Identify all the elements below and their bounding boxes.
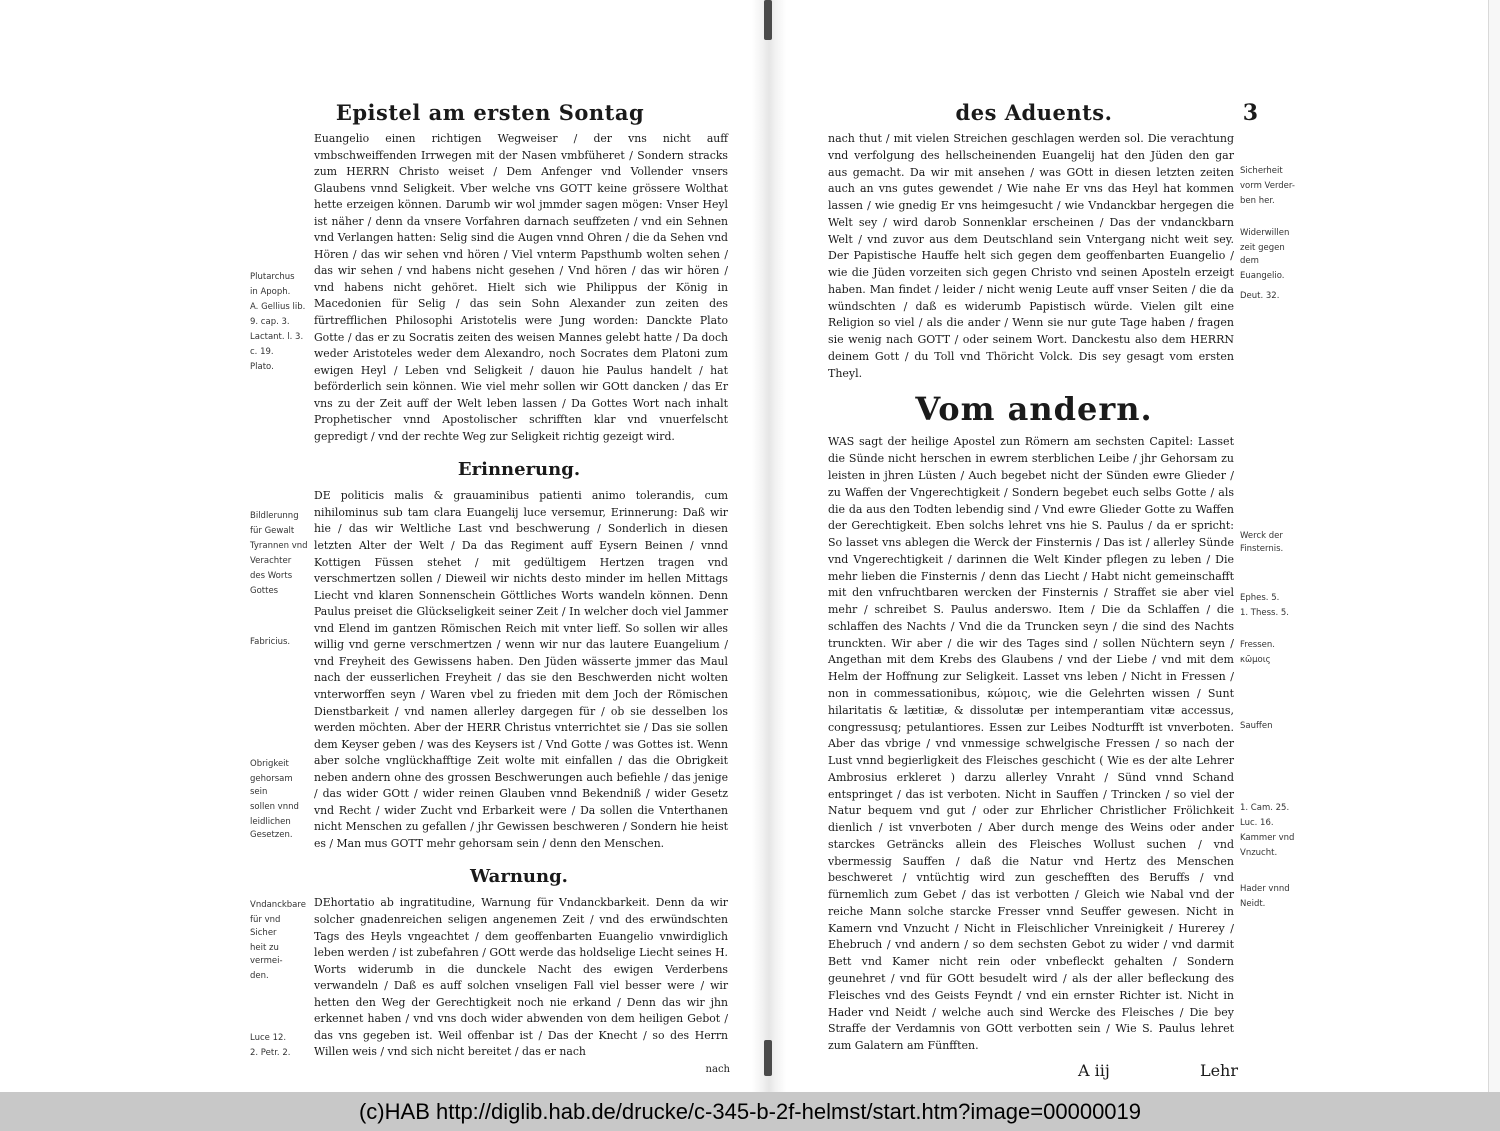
margin-note: vorm Verder- [1240, 181, 1295, 191]
right-section-2 [828, 434, 1298, 1054]
page-number: 3 [1242, 100, 1258, 126]
left-catchword-row [250, 1064, 730, 1075]
margin-note: Sicherheit [1240, 166, 1283, 176]
margin-note: Widerwillen [1240, 228, 1290, 238]
margin-note: Bildlerunng [250, 511, 299, 522]
margin-note: Plato. [250, 362, 274, 372]
margin-note: Ephes. 5. [1240, 593, 1280, 604]
margin-note: den. [250, 971, 269, 982]
margin-note: für vnd Sicher [250, 915, 281, 939]
right-page [828, 100, 1298, 1080]
right-body-text-1: nach thut / mit vielen Streichen geschlagen werden sol. Die verachtung vnd verfolgung des hellscheinenden Euangelij hat den Jüden den gar aus gemacht. Da wir mit ansehen / was GOtt in diesen letzten zeiten auch an vns gutes gewendet / Wie nahe Er vns das Heyl hat kommen lassen / wie gnedig Er vns heimgesucht / wie Vndanckbar hergegen die Welt sey / wird darob Sonnenklar erscheinen / Das der vndanckbarn Welt / vnd zuvor aus dem Deutschland sein Vntergang nicht weit sey. Der Papistische Hauffe helt sich gegen dem geoffenbarten Euangelio / wie die Jüden vorzeiten sich gegen Christo vnd seinen Aposteln erzeigt haben. Man findet / leider / nicht wenig Leute auff vnser Seiten / die da wündschten / daß es widerumb Papistisch würde. Vielen gilt eine Religion so viel / als die ander / Wenn sie nur gute Tage haben / fragen sie wenig nach GOTT / oder seinem Wort. Danckestu also dem HERRN deinem Gott / du Toll vnd Thöricht Volck. Dis sey gesagt vom ersten Theyl. [828, 132, 1234, 380]
margin-note: in Apoph. [250, 287, 291, 297]
margin-note: Plutarchus [250, 272, 295, 282]
margin-note: Kammer vnd [1240, 833, 1295, 844]
margin-note: leidlichen Gesetzen. [250, 817, 293, 841]
left-catchword: nach [705, 1064, 730, 1076]
margin-note: 1. Thess. 5. [1240, 608, 1289, 619]
left-running-head: Epistel am ersten Sontag [335, 100, 645, 125]
margin-note: Fressen. [1240, 640, 1275, 651]
book-gutter [752, 0, 786, 1092]
margin-note: Luc. 16. [1240, 818, 1274, 829]
margin-note: Neidt. [1240, 899, 1266, 910]
left-body-text-2: DE politicis malis & grauaminibus patienti animo tolerandis, cum nihilominus sub tam clara Euangelij luce versemur, Erinnerung: Daß wir hie / das wir Weltliche Last vnd beschwerung / Sonderlich in diesen letzten Alter der Welt / Da das Regiment auff Eysern Beinen / vnnd Kottigen Füssen stehet / mit gedültigem Hertzen tragen vnd verschmertzen sollen / Dieweil wir nichts desto minder im hellen Mittags Liecht vnd klaren Sonnenschein Göttliches Worts wandeln können. Denn Paulus preiset die Glückseligkeit seiner Zeit / In welcher doch viel Jammer vnd Elend im gantzen Römischen Reich mit vnter lieff. So sollen wir alles willig vnd gerne verschmertzen / wenn wir nur das lautere Euangelium / vnd Freyheit des Gewissens haben. Den Jüden wässerte jmmer das Maul nach der eusserlichen Freyheit / das sie den Beschwerden nicht wolten vnterworffen seyn / Waren vbel zu frieden mit dem Joch der Römischen Dienstbarkeit / vnd namen allerley dargegen für / ob sie desselben los werden möchten. Aber der HERR Christus vnterrichtet sie / Das sie sollen dem Keyser geben / was des Keysers ist / Vnd Gotte / was Gottes ist. Wenn aber solche vnglückhafftige Zeit wolte mit einfallen / das die Obrigkeit neben andern ohne des grossen Beschwerungen auch befiehle / das jenige / das wider GOtt / wider reinen Glauben vnnd Bekendniß / wider Gesetz vnd Recht / wider Zucht vnd Erbarkeit were / Da sollen die Vnterthanen nicht Menschen zu gefallen / jhr Gewissen beschweren / Sondern hie heist es / Man mus GOTT mehr gehorsam sein / denn den Menschen. [314, 489, 728, 850]
left-body-2-wrap [314, 488, 728, 852]
margin-note: gehorsam sein [250, 774, 293, 798]
heading-erinnerung: Erinnerung. [457, 459, 581, 481]
margin-note: Sauffen [1240, 721, 1273, 732]
right-footer [828, 1061, 1298, 1080]
right-header [828, 100, 1298, 125]
heading-vom-andern: Vom andern. [915, 390, 1153, 429]
copyright-caption: (c)HAB http://diglib.hab.de/drucke/c-345-b-2f-helmst/start.htm?image=00000019 [0, 1092, 1500, 1131]
margin-note: Tyrannen vnd [250, 541, 308, 552]
left-margin-notes-3 [250, 895, 314, 1062]
margin-note: Werck der Finsternis. [1240, 531, 1284, 555]
margin-note: 2. Petr. 2. [250, 1048, 291, 1059]
left-section-1 [250, 131, 730, 445]
page-edge [1488, 0, 1500, 1092]
left-page [250, 100, 730, 1075]
margin-note: ben her. [1240, 196, 1275, 206]
margin-note: Luce 12. [250, 1033, 287, 1044]
margin-note: κῶμοις [1240, 655, 1271, 666]
margin-note: zeit gegen dem [1240, 243, 1285, 266]
margin-note: Hader vnnd [1240, 884, 1290, 895]
margin-note: Vndanckbare [250, 900, 306, 911]
margin-note: sollen vnnd [250, 802, 299, 813]
margin-note: Deut. 32. [1240, 291, 1280, 301]
right-margin-notes-1 [1234, 131, 1298, 382]
gutter-shadow-bottom [764, 1040, 772, 1076]
margin-note: Euangelio. [1240, 271, 1285, 281]
margin-note: 9. cap. 3. [250, 317, 290, 327]
margin-note: Fabricius. [250, 637, 291, 648]
margin-note: A. Gellius lib. [250, 302, 306, 312]
heading-warnung: Warnung. [470, 866, 568, 888]
right-body-text-2 [828, 434, 1234, 1054]
right-catchword: Lehr [1199, 1060, 1238, 1080]
right-section-1 [828, 131, 1298, 382]
right-margin-notes-2 [1234, 434, 1298, 1054]
left-section-3 [250, 895, 730, 1062]
right-body-text-2-content: WAS sagt der heilige Apostel zun Römern am sechsten Capitel: Lasset die Sünde nicht herschen in ewrem sterblichen Leibe / jhr Gehorsam zu leisten in jhren Lüsten / Auch begebet nicht der Sünden ewre Glieder / zu Waffen der Vngerechtigkeit / Sondern begebet euch selbs Gotte / als die da aus den Todten lebendig sind / Vnd ewre Glieder Gotte zu Waffen der Gerechtigkeit. Eben solchs lehret vns hie S. Paulus / da er spricht: So lasset vns ablegen die Werck der Finsternis / Das ist / allerley Sünde vnd Vngerechtigkeit / darinnen die Welt Kinder pflegen zu leben / Die mehr lieben die Finsternis / denn das Liecht / Habt nicht gemeinschafft mit den vnfruchtbaren wercken der Finsternis / Straffet sie aber viel mehr / schreibet S. Paulus anderswo. Item / Die da Schlaffen / die schlaffen des Nachts / Vnd die da Truncken seyn / die sind des Nachts trunckten. Wir aber / die wir des Tages sind / sollen Nüchtern seyn / Angethan mit dem Krebs des Glaubens / vnd der Liebe / vnd mit dem Helm der Hoffnung zur Seligkeit. Lasset vns leben / Nicht in Fressen / non in commessationibus, κώμοις, wie die Gelehrten wissen / Sunt hilaritatis & lætitiæ, & dissolutæ per intemperantiam vitæ accessus, congressusq; petulantiores. Essen zur Leibes Nodturfft ist vnverboten. Aber das vbrige / vnd vnmessige schwelgische Fressen / so nach der Lust vnnd begierligkeit des Fleisches geschicht ( Wie es der alte Lehrer Ambrosius erkleret ) darzu allerley Vnraht / Sünd vnnd Schand entspringet / das ist verboten. Nicht in Sauffen / Trincken / so viel der Natur bequem vnd gut / oder zur Ehrlicher Christlicher Frölichkeit dienlich / ist vnverboten / Aber durch menge des Weins oder ander starckes Geträncks allein des Fleisches Wollust suchen / vnd vbermessig Sauffen / daß die Natur vnd Hertz des Menschen beschweret / vntüchtig wird zun geschefften des Beruffs / vnd fürnemlich zum Gebet / das ist verbotten / Gleich wie Nabal vnd der reiche Mann solche starcke Fresser vnnd Seuffer gewesen. Nicht in Kamern vnd Vnzucht / Nicht in Fleischlicher Vnreinigkeit / Hurerey / Ehebruch / vnd andern / so dem sechsten Gebot zu wider / vnd darmit Bett vnd Kamer nicht rein oder vnbefleckt gehalten / Sondern geunehret / vnd für GOtt besudelt wird / als der aller befleckung des Fleisches vnd des Geists Feyndt / vnd ein ernster Richter ist. Nicht in Hader vnd Neidt / welche auch sind Wercke des Fleisches / Die bey Straffe der Verdamnis von GOtt verbotten sein / Wie S. Paulus lehret zum Galatern am Fünfften. [828, 435, 1234, 1053]
margin-note: für Gewalt [250, 526, 295, 537]
signature-mark: A iij [1078, 1060, 1110, 1080]
margin-note: des Worts [250, 571, 293, 582]
left-margin-notes-1 [250, 131, 314, 445]
margin-note: Vnzucht. [1240, 848, 1278, 859]
margin-note: Verachter [250, 556, 292, 567]
margin-note [250, 600, 308, 634]
left-section-2 [250, 488, 730, 852]
left-margin-notes-2 [250, 488, 314, 852]
left-body-text-3: DEhortatio ab ingratitudine, Warnung für Vndanckbarkeit. Denn da wir solcher gnadenreichen seligen angenemen Zeit / vnd des erwündschten Tags des Heyls vngeachtet / dem geoffenbarten Euangelio vnwirdiglich leben werden / ist zubefahren / GOtt werde das holdselige Liecht seines H. Worts widerumb in die dunckele Nacht des ewigen Verderbens verwandeln / Daß es auff solchen vnseligen Fall viel besser were / wir hetten den Weg der Gerechtigkeit noch nie erkand / Denn das wir jhn erkennet haben / vnd vns doch wider abwenden von dem heiligen Gebot / das vns gegeben ist. Weil offenbar ist / Das der Knecht / so des Herrn Willen weis / vnd sich nicht bereitet / das er nach [314, 896, 728, 1059]
margin-note: Lactant. l. 3. [250, 332, 304, 342]
margin-note: 1. Cam. 25. [1240, 803, 1290, 814]
margin-note: Obrigkeit [250, 759, 289, 770]
left-body-text-1: Euangelio einen richtigen Wegweiser / der vns nicht auff vmbschweiffenden Irrwegen mit der Nasen vmbfüheret / Sondern stracks zum HERRN Christo weiset / Dem Anfenger vnd Vollender vnsers Glaubens vnnd Seligkeit. Vber welche vns GOTT keine grössere Wolthat hette erzeigen können. Darumb wir wol jmmder sagen mögen: Vnser Heyl ist näher / denn da vnsere Vorfahren darnach seuffzeten / vnd ein Sehnen vnd Verlangen hatten: Selig sind die Augen vnnd Ohren / die da Sehen vnd Hören / das wir sehen vnd hören / Viel vnterm Papsthumb wolten sehen / das wir sehen / vnd habens nicht gesehen / Vnd hören / das wir hören / vnd habens nicht gehöret. Hielt sich wie Philippus der König in Macedonien für Selig / das sein Sohn Alexander zun zeiten des fürtrefflichen Philosophi Aristotelis were Jung worden: Danckte Plato Gotte / das er zu Socratis zeiten des weisen Mannes gelebt hatte / Da doch weder Aristoteles weder dem Alexandro, noch Socrates dem Platoni zum ewigen Heyl / Leben vnd Seligkeit / dauon hie Paulus handelt / hat beförderlich sein können. Wie viel mehr sollen wir GOtt dancken / das Er vns zu der Zeit auff der Welt leben lassen / Da Gottes Wort nach inhalt Prophetischer vnnd Apostolischer schrifften klar vnd vnuerfelscht gepredigt / vnd der rechte Weg zur Seligkeit richtig gezeigt wird. [314, 132, 728, 443]
right-running-head: des Aduents. [955, 100, 1113, 125]
margin-note: c. 19. [250, 347, 274, 357]
gutter-shadow-top [764, 0, 772, 40]
margin-note: heit zu vermei- [250, 943, 283, 967]
margin-note: Gottes [250, 586, 279, 597]
